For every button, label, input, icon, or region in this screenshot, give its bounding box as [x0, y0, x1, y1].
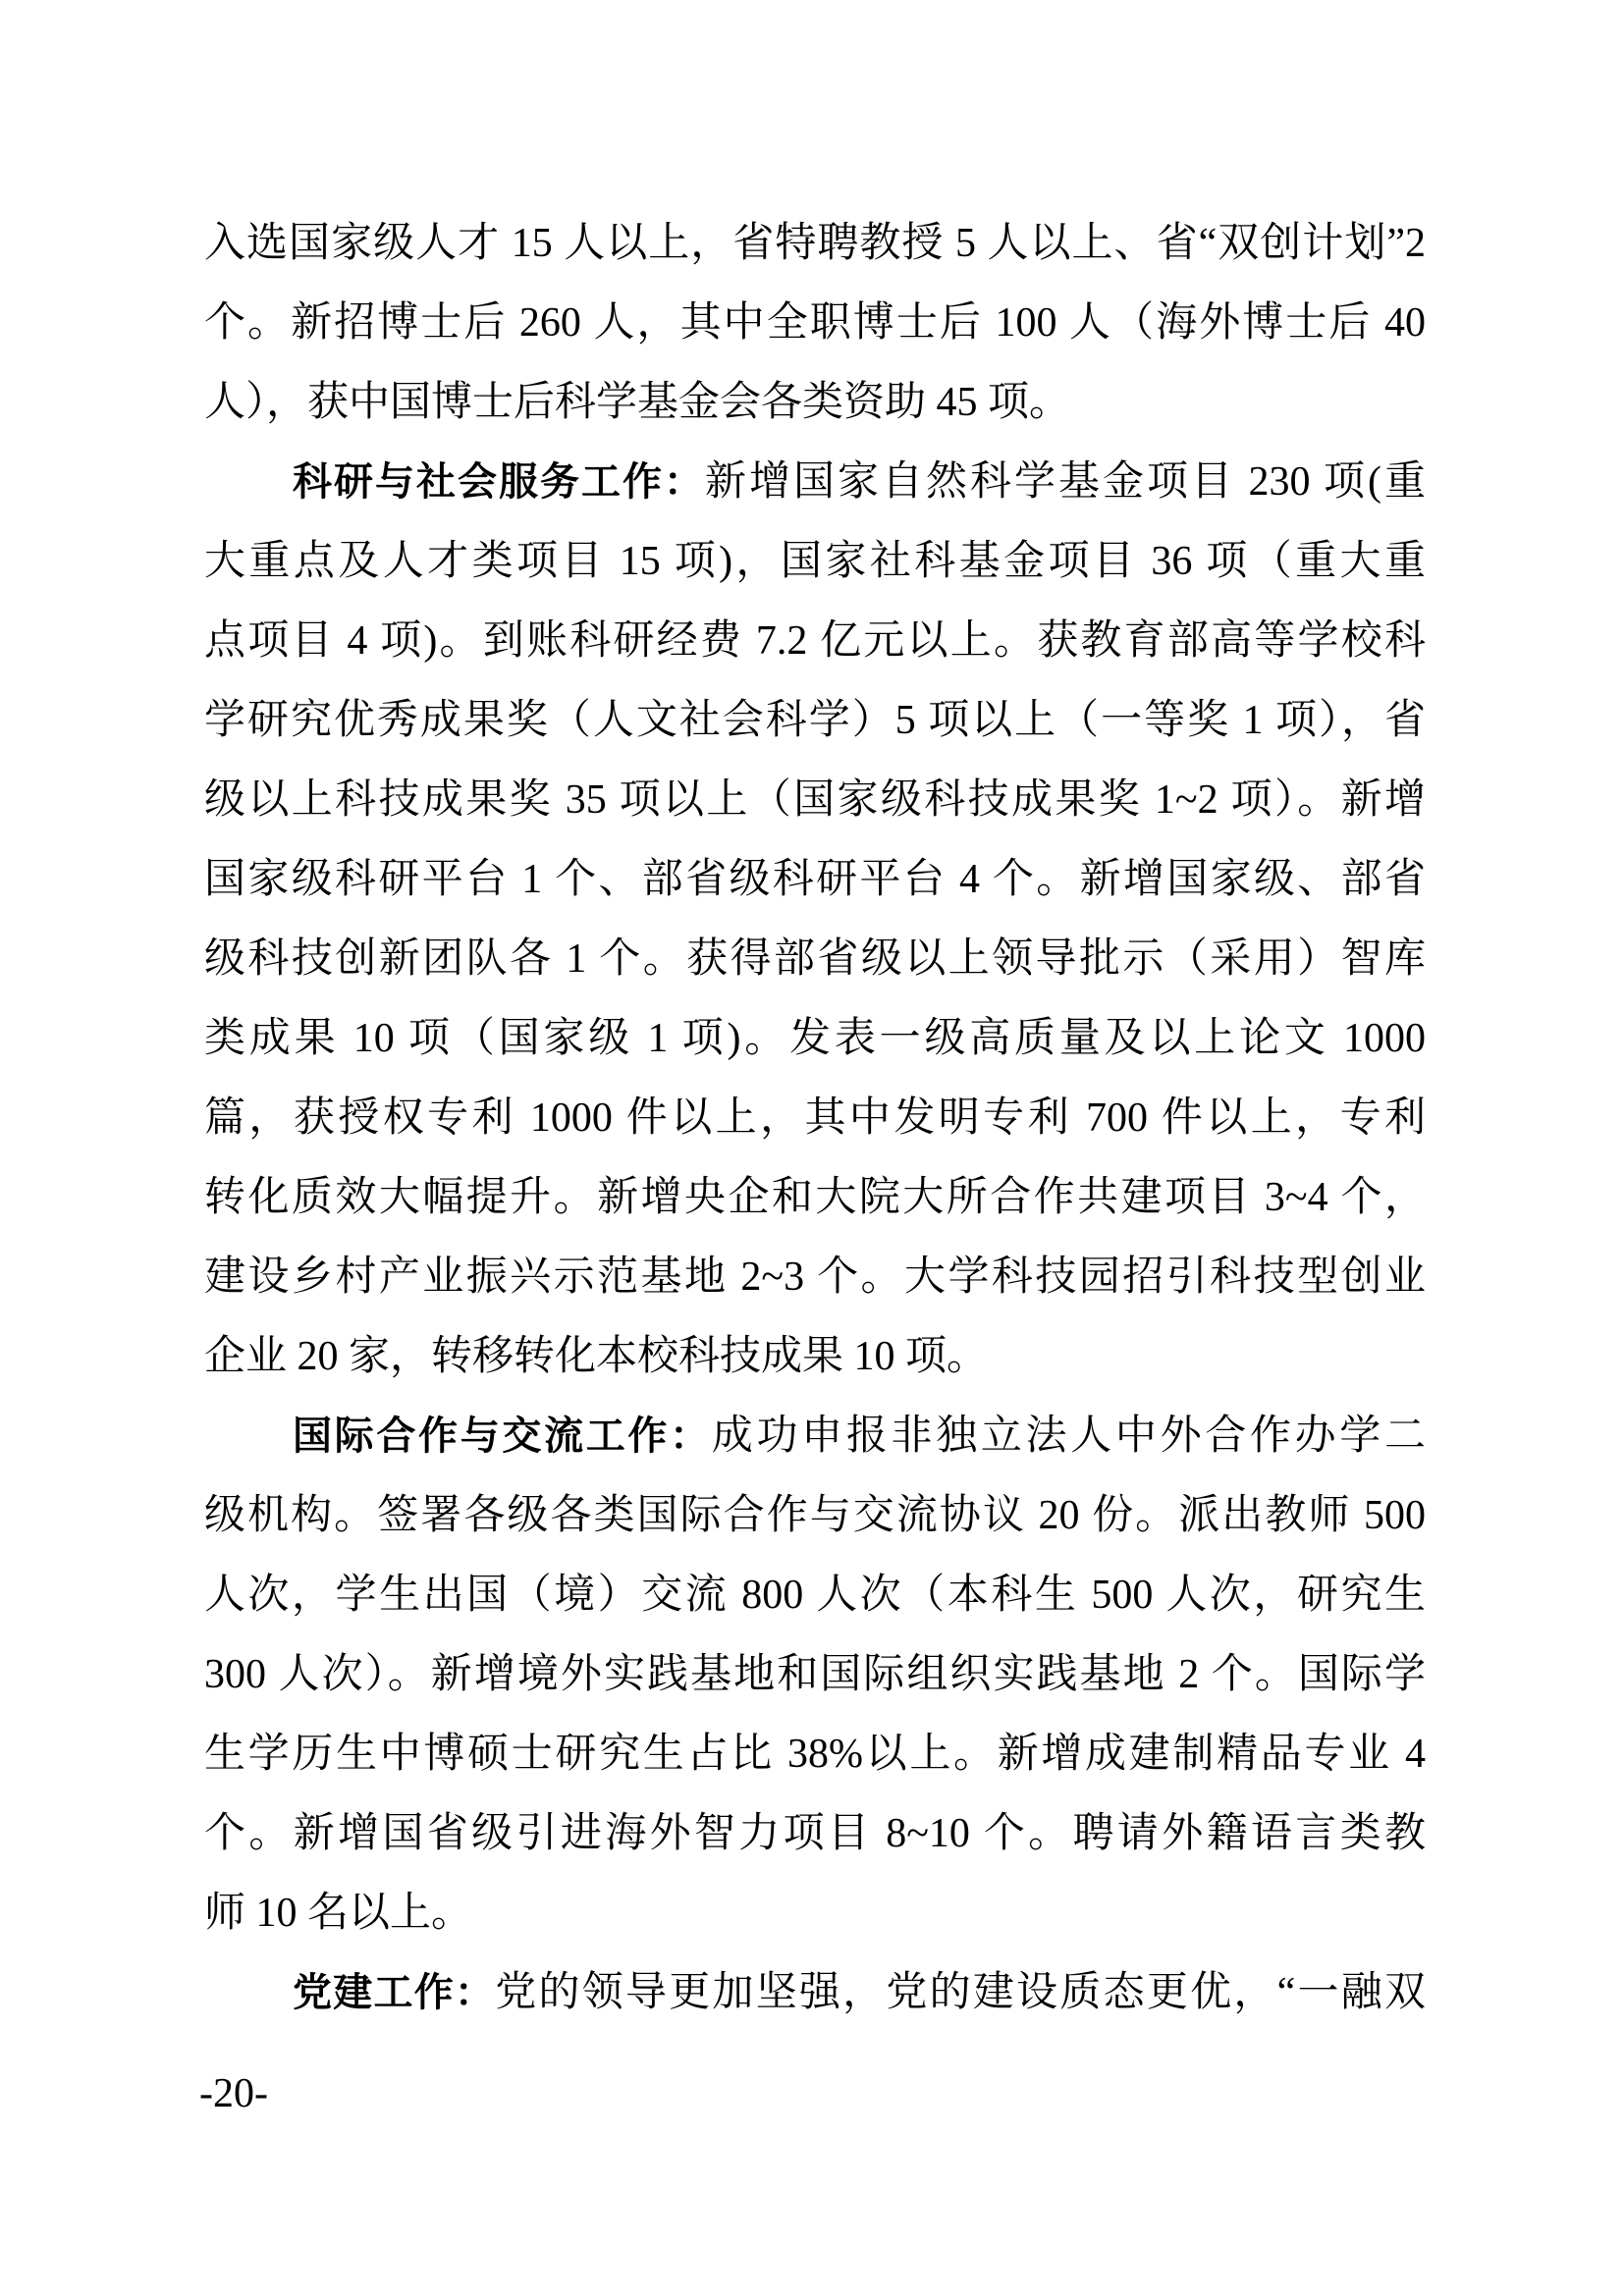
- text-line: [204, 1714, 1426, 1793]
- line-text: 转化质效大幅提升。新增央企和大院大所合作共建项目 3~4 个，: [204, 1175, 1426, 1220]
- text-line: [204, 1952, 1426, 2032]
- text-line: [204, 362, 1426, 442]
- text-line: [204, 998, 1426, 1078]
- line-text: 类成果 10 项（国家级 1 项)。发表一级高质量及以上论文 1000: [204, 1016, 1426, 1061]
- line-text: 大重点及人才类项目 15 项)，国家社科基金项目 36 项（重大重: [204, 539, 1426, 584]
- line-text: 建设乡村产业振兴示范基地 2~3 个。大学科技园招引科技型创业: [204, 1255, 1426, 1300]
- text-line: [204, 839, 1426, 919]
- paragraph-lead: 国际合作与交流工作：: [293, 1414, 712, 1458]
- line-text: 国家级科研平台 1 个、部省级科研平台 4 个。新增国家级、部省: [204, 857, 1426, 902]
- text-line: [204, 203, 1426, 283]
- text-line: [204, 680, 1426, 760]
- text-line: [204, 1396, 1426, 1475]
- page-number: -20-: [199, 2071, 268, 2116]
- line-text: 入选国家级人才 15 人以上，省特聘教授 5 人以上、省“双创计划”2: [204, 221, 1426, 266]
- text-line: [204, 1475, 1426, 1555]
- paragraph-lead: 党建工作：: [293, 1970, 496, 2014]
- line-text: 学研究优秀成果奖（人文社会科学）5 项以上（一等奖 1 项），省: [204, 698, 1426, 743]
- line-text: 点项目 4 项)。到账科研经费 7.2 亿元以上。获教育部高等学校科: [204, 618, 1426, 664]
- text-line: [204, 760, 1426, 839]
- text-line: [204, 1634, 1426, 1714]
- line-text: 300 人次）。新增境外实践基地和国际组织实践基地 2 个。国际学: [204, 1652, 1426, 1697]
- line-text: 成功申报非独立法人中外合作办学二: [711, 1414, 1426, 1459]
- text-line: [204, 1237, 1426, 1316]
- text-line: [204, 1078, 1426, 1157]
- line-text: 篇，获授权专利 1000 件以上，其中发明专利 700 件以上，专利: [204, 1095, 1426, 1141]
- text-line: [204, 1157, 1426, 1237]
- line-text: 级以上科技成果奖 35 项以上（国家级科技成果奖 1~2 项）。新增: [204, 777, 1426, 823]
- line-text: 企业 20 家，转移转化本校科技成果 10 项。: [204, 1334, 989, 1379]
- line-text: 生学历生中博硕士研究生占比 38%以上。新增成建制精品专业 4: [204, 1732, 1426, 1777]
- line-text: 人次，学生出国（境）交流 800 人次（本科生 500 人次，研究生: [204, 1573, 1426, 1618]
- line-text: 人），获中国博士后科学基金会各类资助 45 项。: [204, 380, 1071, 425]
- text-line: [204, 601, 1426, 680]
- line-text: 个。新增国省级引进海外智力项目 8~10 个。聘请外籍语言类教: [204, 1811, 1426, 1856]
- line-text: 级科技创新团队各 1 个。获得部省级以上领导批示（采用）智库: [204, 936, 1426, 982]
- text-line: [204, 1316, 1426, 1396]
- text-line: [204, 919, 1426, 998]
- text-line: [204, 442, 1426, 521]
- text-line: [204, 1555, 1426, 1634]
- line-text: 级机构。签署各级各类国际合作与交流协议 20 份。派出教师 500: [204, 1493, 1426, 1538]
- text-line: [204, 1873, 1426, 1952]
- text-line: [204, 283, 1426, 362]
- paragraph-lead: 科研与社会服务工作：: [293, 459, 705, 504]
- text-line: [204, 1793, 1426, 1873]
- line-text: 师 10 名以上。: [204, 1891, 473, 1936]
- line-text: 新增国家自然科学基金项目 230 项(重: [705, 459, 1426, 505]
- document-body: [204, 203, 1426, 2032]
- line-text: 党的领导更加坚强，党的建设质态更优，“一融双: [495, 1970, 1426, 2015]
- text-line: [204, 521, 1426, 601]
- line-text: 个。新招博士后 260 人，其中全职博士后 100 人（海外博士后 40: [204, 300, 1426, 346]
